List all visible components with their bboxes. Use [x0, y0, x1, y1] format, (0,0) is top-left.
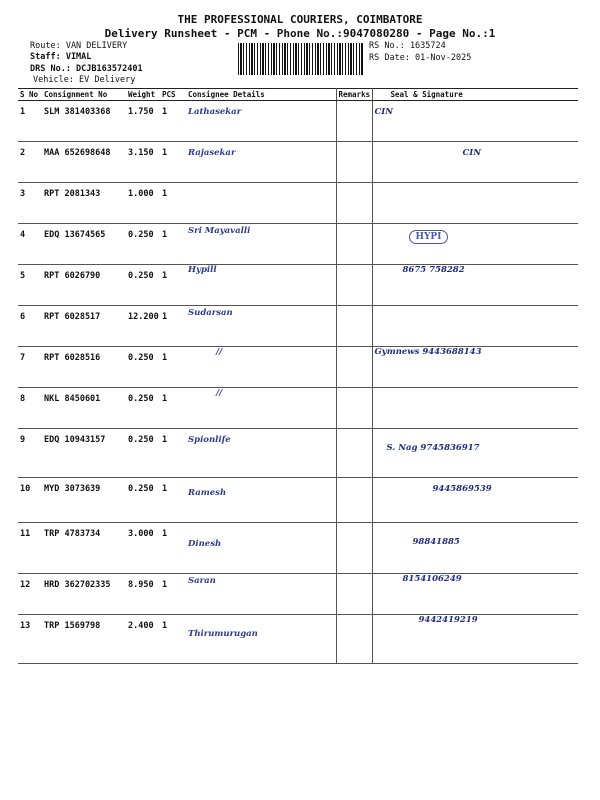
row-signature — [372, 183, 578, 224]
row-consignment: MAA 652698648 — [42, 142, 126, 183]
row-signature: S. Nag 9745836917 — [372, 429, 578, 478]
col-consignment: Consignment No — [42, 89, 126, 101]
company-title: THE PROFESSIONAL COURIERS, COIMBATORE — [177, 13, 423, 26]
row-consignment: MYD 3073639 — [42, 478, 126, 523]
col-weight: Weight — [126, 89, 160, 101]
row-remarks — [336, 101, 372, 142]
row-remarks — [336, 142, 372, 183]
row-pcs: 1 — [160, 347, 186, 388]
row-sno: 2 — [18, 142, 42, 183]
row-consignment: HRD 362702335 — [42, 574, 126, 615]
row-remarks — [336, 615, 372, 664]
seal-stamp: HYPI — [409, 230, 449, 244]
table-row — [18, 615, 578, 664]
row-weight: 0.250 — [126, 429, 160, 478]
vehicle-label: Vehicle: EV Delivery — [33, 75, 136, 85]
row-consignee: Spionlife — [186, 429, 336, 478]
row-sno: 3 — [18, 183, 42, 224]
row-signature: 9445869539 — [372, 478, 578, 523]
row-consignment: EDQ 13674565 — [42, 224, 126, 265]
row-consignee: Thirumurugan — [186, 615, 336, 664]
row-pcs: 1 — [160, 142, 186, 183]
row-consignee — [186, 183, 336, 224]
row-signature: Gymnews 9443688143 — [372, 347, 578, 388]
row-weight: 1.000 — [126, 183, 160, 224]
row-consignee: // — [186, 347, 336, 388]
row-consignee: Sudarsan — [186, 306, 336, 347]
row-remarks — [336, 347, 372, 388]
row-pcs: 1 — [160, 388, 186, 429]
table-row — [18, 142, 578, 183]
row-consignee: // — [186, 388, 336, 429]
table-row — [18, 388, 578, 429]
row-weight: 0.250 — [126, 388, 160, 429]
row-pcs: 1 — [160, 224, 186, 265]
row-pcs: 1 — [160, 574, 186, 615]
table-row — [18, 574, 578, 615]
row-weight: 8.950 — [126, 574, 160, 615]
row-pcs: 1 — [160, 101, 186, 142]
row-signature: 9442419219 — [372, 615, 578, 664]
row-consignment: RPT 6028517 — [42, 306, 126, 347]
row-remarks — [336, 523, 372, 574]
row-sno: 8 — [18, 388, 42, 429]
row-remarks — [336, 574, 372, 615]
row-consignee: Lathasekar — [186, 101, 336, 142]
row-signature — [372, 306, 578, 347]
row-sno: 9 — [18, 429, 42, 478]
row-consignment: RPT 2081343 — [42, 183, 126, 224]
col-sno: S No — [18, 89, 42, 101]
col-remarks: Remarks — [336, 89, 372, 101]
row-signature: CIN — [372, 101, 578, 142]
row-remarks — [336, 429, 372, 478]
rs-date: RS Date: 01-Nov-2025 — [369, 53, 472, 63]
row-remarks — [336, 224, 372, 265]
row-sno: 4 — [18, 224, 42, 265]
row-consignee: Hypill — [186, 265, 336, 306]
row-consignment: EDQ 10943157 — [42, 429, 126, 478]
row-sno: 6 — [18, 306, 42, 347]
row-pcs: 1 — [160, 523, 186, 574]
row-weight: 0.250 — [126, 224, 160, 265]
row-remarks — [336, 265, 372, 306]
row-remarks — [336, 183, 372, 224]
row-weight: 3.000 — [126, 523, 160, 574]
row-consignment: TRP 4783734 — [42, 523, 126, 574]
row-sno: 1 — [18, 101, 42, 142]
row-signature: 98841885 — [372, 523, 578, 574]
barcode — [238, 43, 364, 75]
table-row — [18, 224, 578, 265]
row-consignee: Sri Mayavalli — [186, 224, 336, 265]
col-seal: Seal & Signature — [372, 89, 578, 101]
row-pcs: 1 — [160, 306, 186, 347]
table-row — [18, 429, 578, 478]
rs-number: RS No.: 1635724 — [369, 41, 446, 51]
row-remarks — [336, 388, 372, 429]
col-consignee: Consignee Details — [186, 89, 336, 101]
table-row — [18, 183, 578, 224]
row-consignment: RPT 6028516 — [42, 347, 126, 388]
row-consignment: RPT 6026790 — [42, 265, 126, 306]
table-row — [18, 347, 578, 388]
row-signature — [372, 224, 578, 265]
row-pcs: 1 — [160, 265, 186, 306]
runsheet-table — [18, 88, 578, 664]
row-pcs: 1 — [160, 183, 186, 224]
row-consignee: Dinesh — [186, 523, 336, 574]
row-sno: 7 — [18, 347, 42, 388]
row-sno: 12 — [18, 574, 42, 615]
table-row — [18, 265, 578, 306]
table-row — [18, 101, 578, 142]
col-pcs: PCS — [160, 89, 186, 101]
row-sno: 5 — [18, 265, 42, 306]
row-pcs: 1 — [160, 429, 186, 478]
row-signature: 8154106249 — [372, 574, 578, 615]
row-consignment: SLM 381403368 — [42, 101, 126, 142]
row-sno: 13 — [18, 615, 42, 664]
row-consignment: TRP 1569798 — [42, 615, 126, 664]
row-weight: 1.750 — [126, 101, 160, 142]
table-row — [18, 306, 578, 347]
row-remarks — [336, 478, 372, 523]
row-signature — [372, 388, 578, 429]
drs-number: DRS No.: DCJB163572401 — [30, 64, 143, 74]
runsheet-subtitle: Delivery Runsheet - PCM - Phone No.:9047080280 - Page No.:1 — [104, 27, 496, 40]
row-weight: 0.250 — [126, 347, 160, 388]
staff-label: Staff: VIMAL — [30, 52, 92, 62]
row-weight: 12.200 — [126, 306, 160, 347]
row-sno: 11 — [18, 523, 42, 574]
row-remarks — [336, 306, 372, 347]
row-weight: 3.150 — [126, 142, 160, 183]
row-consignee: Saran — [186, 574, 336, 615]
row-consignment: NKL 8450601 — [42, 388, 126, 429]
row-weight: 0.250 — [126, 265, 160, 306]
row-consignee: Ramesh — [186, 478, 336, 523]
table-row — [18, 478, 578, 523]
row-signature: 8675 758282 — [372, 265, 578, 306]
row-sno: 10 — [18, 478, 42, 523]
table-row — [18, 523, 578, 574]
row-weight: 2.400 — [126, 615, 160, 664]
table-header — [18, 89, 578, 101]
row-signature: CIN — [372, 142, 578, 183]
row-pcs: 1 — [160, 478, 186, 523]
row-consignee: Rajasekar — [186, 142, 336, 183]
route-label: Route: VAN DELIVERY — [30, 41, 128, 51]
row-weight: 0.250 — [126, 478, 160, 523]
row-pcs: 1 — [160, 615, 186, 664]
